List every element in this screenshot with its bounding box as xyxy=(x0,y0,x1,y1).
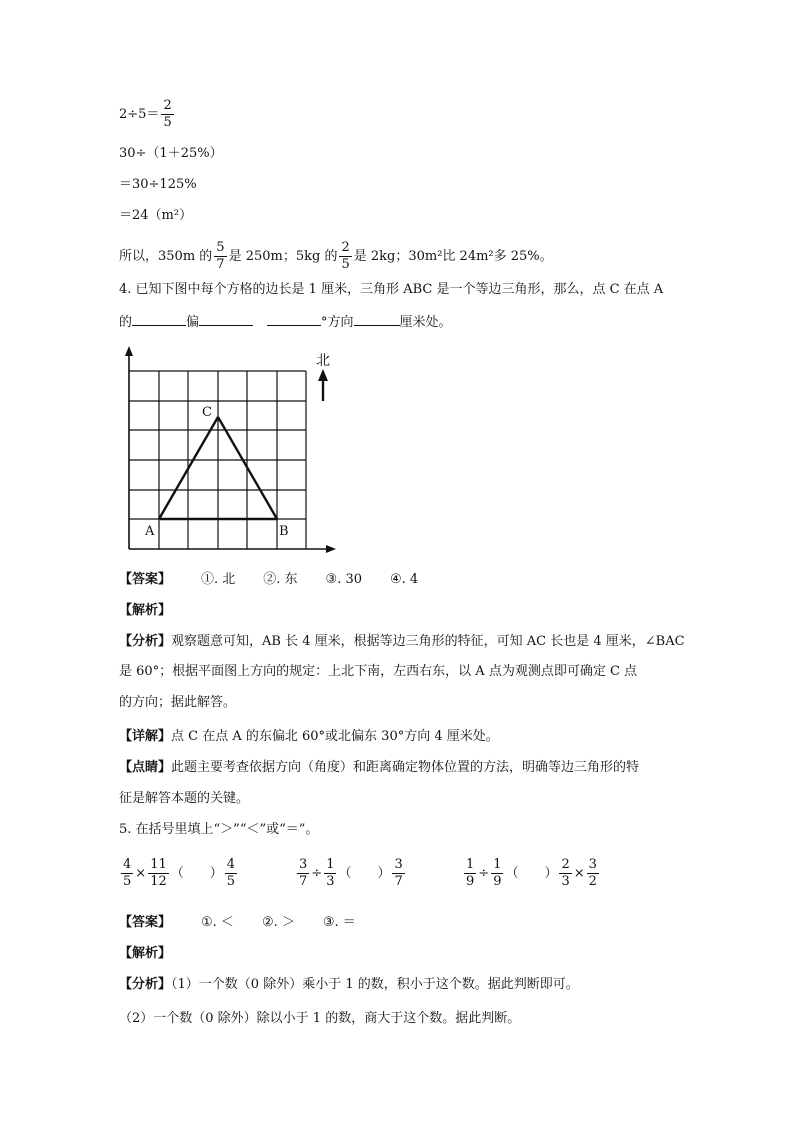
q5-item-2: $\frac{3}{7}$ ÷ $\frac{1}{3}$ （ ） $\frac{3}{7}$ xyxy=(299,857,403,889)
q5-text-line: 5. 在括号里填上“＞”“＜”或“＝”。 xyxy=(119,822,319,837)
answer-item: ②. ＞ xyxy=(261,915,295,930)
fraction: $\frac{2}{3}$ xyxy=(561,857,570,889)
q4-answer-line xyxy=(119,570,418,590)
q5-fenxi-line-1: 【分析】（1）一个数（0 除外）乘小于 1 的数，积小于这个数。据此判断即可。 xyxy=(119,977,579,992)
fraction: $\frac{1}{9}$ xyxy=(466,857,475,889)
answer-blank xyxy=(199,311,253,326)
q5-item-1: $\frac{4}{5}$ × $\frac{11}{12}$ （ ） $\frac{4}{5}$ xyxy=(123,857,236,889)
q5-fenxi-line-2: （2）一个数（0 除外）除以小于 1 的数，商大于这个数。据此判断。 xyxy=(119,1011,521,1026)
answer-parentheses: （ ） xyxy=(170,866,223,881)
answer-parentheses: （ ） xyxy=(505,866,558,881)
answer-item: ④. 4 xyxy=(390,572,419,587)
fraction: $\frac{5}{7}$ xyxy=(216,240,225,272)
calc-line-3: ＝30÷125% xyxy=(119,177,197,192)
calc-text: 2÷5＝ xyxy=(119,107,160,122)
fraction: $\frac{2}{5}$ xyxy=(163,98,172,130)
fraction: $\frac{3}{2}$ xyxy=(588,857,597,889)
q5-item-3: $\frac{1}{9}$ ÷ $\frac{1}{9}$ （ ） $\frac{2}{3}$ × $\frac{3}{2}$ xyxy=(466,857,597,889)
q4-dianjing-line-1: 【点睛】此题主要考查依据方向（角度）和距离确定物体位置的方法，明确等边三角形的特 xyxy=(119,760,640,775)
q4-fenxi-line-2: 是 60°；根据平面图上方向的规定：上北下南，左西右东，以 A 点为观测点即可确定 C 点 xyxy=(119,664,638,679)
answer-label: 【答案】 xyxy=(119,915,172,930)
answer-parentheses: （ ） xyxy=(338,866,391,881)
fraction: $\frac{4}{5}$ xyxy=(123,857,132,889)
label-c: C xyxy=(202,405,212,420)
answer-blank xyxy=(267,311,321,326)
q4-fenxi-line-1: 【分析】观察题意可知，AB 长 4 厘米，根据等边三角形的特征，可知 AC 长也是 4 厘米，∠BAC xyxy=(119,634,685,649)
q4-fenxi-line-3: 的方向；据此解答。 xyxy=(119,695,237,710)
fraction: $\frac{1}{9}$ xyxy=(493,857,502,889)
q4-text-line-1: 4. 已知下图中每个方格的边长是 1 厘米，三角形 ABC 是一个等边三角形，那么，点 C 在点 A xyxy=(119,282,664,297)
answer-item: ③. 30 xyxy=(325,572,363,587)
q5-analysis-label: 【解析】 xyxy=(119,946,172,961)
q4-dianjing-line-2: 征是解答本题的关键。 xyxy=(119,791,250,806)
answer-item: ①. ＜ xyxy=(201,915,234,930)
fraction: $\frac{4}{5}$ xyxy=(226,857,236,889)
label-b: B xyxy=(279,524,289,539)
fraction: $\frac{1}{3}$ xyxy=(326,857,335,889)
answer-label: 【答案】 xyxy=(119,572,172,587)
fraction: $\frac{3}{7}$ xyxy=(299,857,308,889)
q4-text-line-2: 的 偏 °方向 厘米处。 xyxy=(119,311,452,333)
conclusion-line: 所以，350m 的 $\frac{5}{7}$ 是 250m；5kg 的 $\frac{2}{5}$ 是 2kg；30m²比 24m²多 25%。 xyxy=(119,240,553,272)
answer-item: ①. 北 xyxy=(201,572,236,587)
fraction: $\frac{3}{7}$ xyxy=(394,857,403,889)
calc-line-4: ＝24（m²） xyxy=(119,208,193,223)
grid-figure xyxy=(110,343,350,563)
answer-item: ②. 东 xyxy=(263,572,298,587)
q4-xiangjie-line: 【详解】点 C 在点 A 的东偏北 60°或北偏东 30°方向 4 厘米处。 xyxy=(119,729,499,744)
fraction: $\frac{2}{5}$ xyxy=(341,240,350,272)
calc-line-2: 30÷（1＋25%） xyxy=(119,146,223,161)
calc-line-1 xyxy=(119,98,176,131)
grid-lines xyxy=(129,371,306,549)
answer-item: ③. ＝ xyxy=(322,915,356,930)
answer-blank xyxy=(132,311,186,326)
answer-blank xyxy=(354,311,400,326)
axes xyxy=(125,346,336,553)
fraction: $\frac{11}{12}$ xyxy=(150,857,167,889)
label-a: A xyxy=(145,524,155,539)
q4-analysis-label: 【解析】 xyxy=(119,603,172,618)
north-arrow xyxy=(316,353,330,401)
north-label: 北 xyxy=(316,353,330,369)
q5-answer-line xyxy=(119,913,356,933)
